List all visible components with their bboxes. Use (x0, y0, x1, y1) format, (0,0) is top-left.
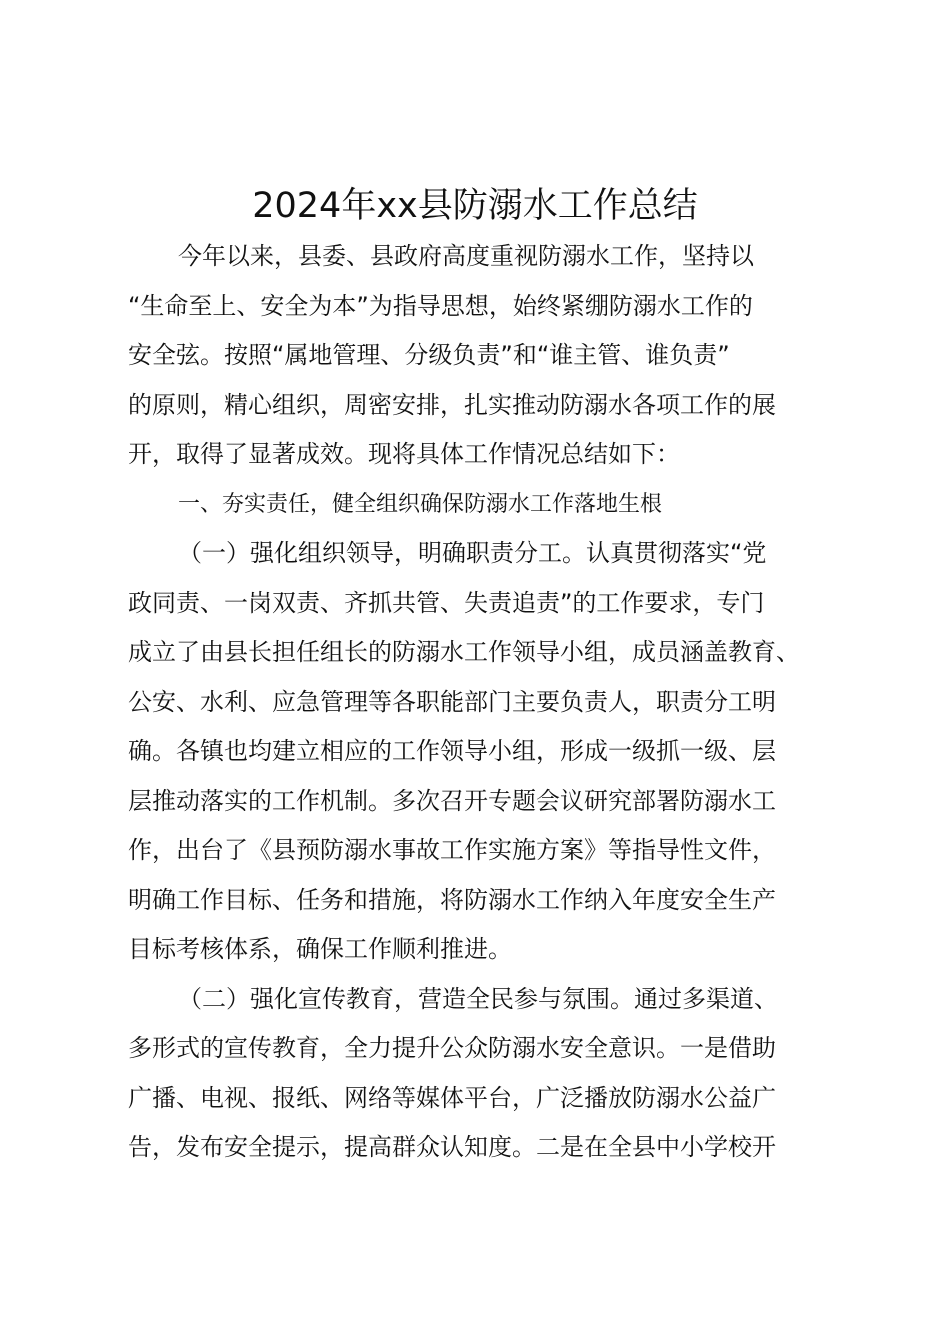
document-title: 2024年xx县防溺水工作总结 (252, 186, 698, 226)
paragraph-line: 今年以来，县委、县政府高度重视防溺水工作，坚持以 (178, 242, 754, 270)
paragraph-line: 作，出台了《县预防溺水事故工作实施方案》等指导性文件， (128, 836, 776, 864)
paragraph-line: 公安、水利、应急管理等各职能部门主要负责人，职责分工明 (128, 687, 776, 716)
paragraph-line: 明确工作目标、任务和措施，将防溺水工作纳入年度安全生产 (128, 885, 776, 914)
paragraph-line: 目标考核体系，确保工作顺利推进。 (128, 935, 512, 963)
paragraph-line: （一）强化组织领导，明确职责分工。认真贯彻落实“党 (178, 539, 767, 567)
paragraph-line: 安全弦。按照“属地管理、分级负责”和“谁主管、谁负责” (128, 341, 730, 369)
document-body (128, 232, 844, 1173)
paragraph-line: （二）强化宣传教育，营造全民参与氛围。通过多渠道、 (178, 984, 778, 1013)
paragraph-line: 告，发布安全提示，提高群众认知度。二是在全县中小学校开 (128, 1133, 776, 1161)
section-heading: 一、夯实责任，健全组织确保防溺水工作落地生根 (178, 491, 663, 517)
paragraph-line: 多形式的宣传教育，全力提升公众防溺水安全意识。一是借助 (128, 1034, 776, 1062)
paragraph-line: 广播、电视、报纸、网络等媒体平台，广泛播放防溺水公益广 (128, 1083, 776, 1112)
paragraph-line: 政同责、一岗双责、齐抓共管、失责追责”的工作要求，专门 (128, 588, 765, 617)
paragraph-line: 层推动落实的工作机制。多次召开专题会议研究部署防溺水工 (128, 786, 776, 815)
paragraph-line: “生命至上、安全为本”为指导思想，始终紧绷防溺水工作的 (128, 291, 753, 320)
paragraph-line: 开，取得了显著成效。现将具体工作情况总结如下： (128, 440, 680, 468)
paragraph-line: 的原则，精心组织，周密安排，扎实推动防溺水各项工作的展 (128, 390, 776, 419)
paragraph-line: 确。各镇也均建立相应的工作领导小组，形成一级抓一级、层 (128, 737, 776, 765)
paragraph-line: 成立了由县长担任组长的防溺水工作领导小组，成员涵盖教育、 (128, 638, 800, 666)
